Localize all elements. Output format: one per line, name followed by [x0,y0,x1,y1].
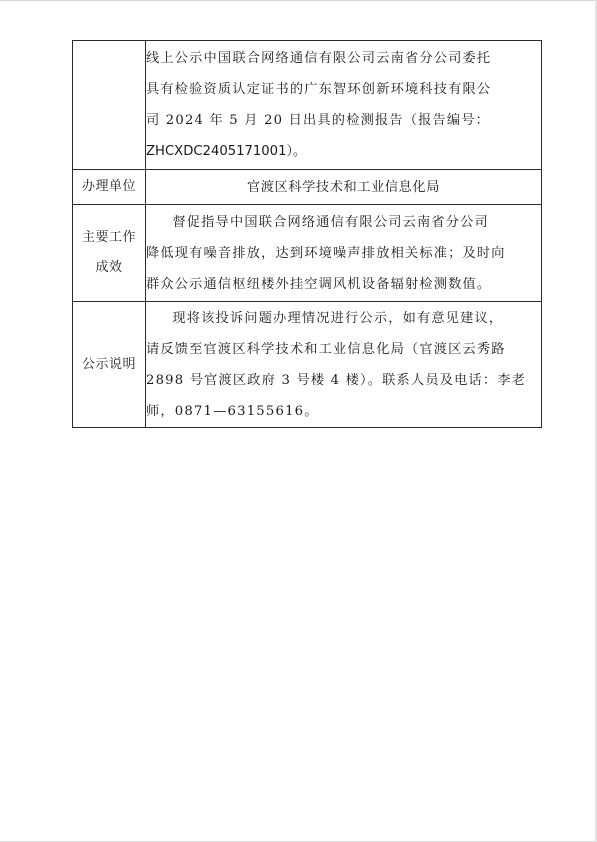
notice-line-3: 2898 号官渡区政府 3 号楼 4 楼）。联系人员及电话：李老 [146,372,527,388]
report-number: ZHCXDC2405171001）。 [146,144,307,159]
table-row-notice [73,302,542,428]
report-line-2: 具有检验资质认定证书的广东智环创新环境科技有限公 [146,82,492,97]
results-label-line-1: 主要工作 [81,230,136,245]
page-top-edge [0,0,597,1]
notice-line-4: 师，0871—63155616。 [146,403,319,419]
results-line-1: 督促指导中国联合网络通信有限公司云南省分公司 [172,214,489,230]
notice-label: 公示说明 [73,302,146,428]
results-label-line-2: 成效 [95,260,123,275]
results-value-cell [146,205,542,302]
row-label-empty [73,41,146,170]
notice-line-1: 现将该投诉问题办理情况进行公示，如有意见建议， [172,310,504,326]
table-row-results [73,205,542,302]
report-disclosure-cell [146,41,542,170]
results-line-2: 降低现有噪音排放，达到环境噪声排放相关标准；及时向 [146,245,506,261]
notice-value-cell [146,302,542,428]
handling-unit-label: 办理单位 [73,170,146,205]
table-row-handling-unit [73,170,542,205]
results-line-3: 群众公示通信枢纽楼外挂空调风机设备辐射检测数值。 [146,276,492,292]
notice-line-2: 请反馈至官渡区科学技术和工业信息化局（官渡区云秀路 [146,341,506,357]
report-line-3: 司 2024 年 5 月 20 日出具的检测报告（报告编号： [146,113,491,128]
results-label-cell [73,205,146,302]
disclosure-table [72,40,542,428]
report-line-1: 线上公示中国联合网络通信有限公司云南省分公司委托 [146,51,492,66]
handling-unit-value: 官渡区科学技术和工业信息化局 [146,170,542,205]
table-row-report [73,41,542,170]
